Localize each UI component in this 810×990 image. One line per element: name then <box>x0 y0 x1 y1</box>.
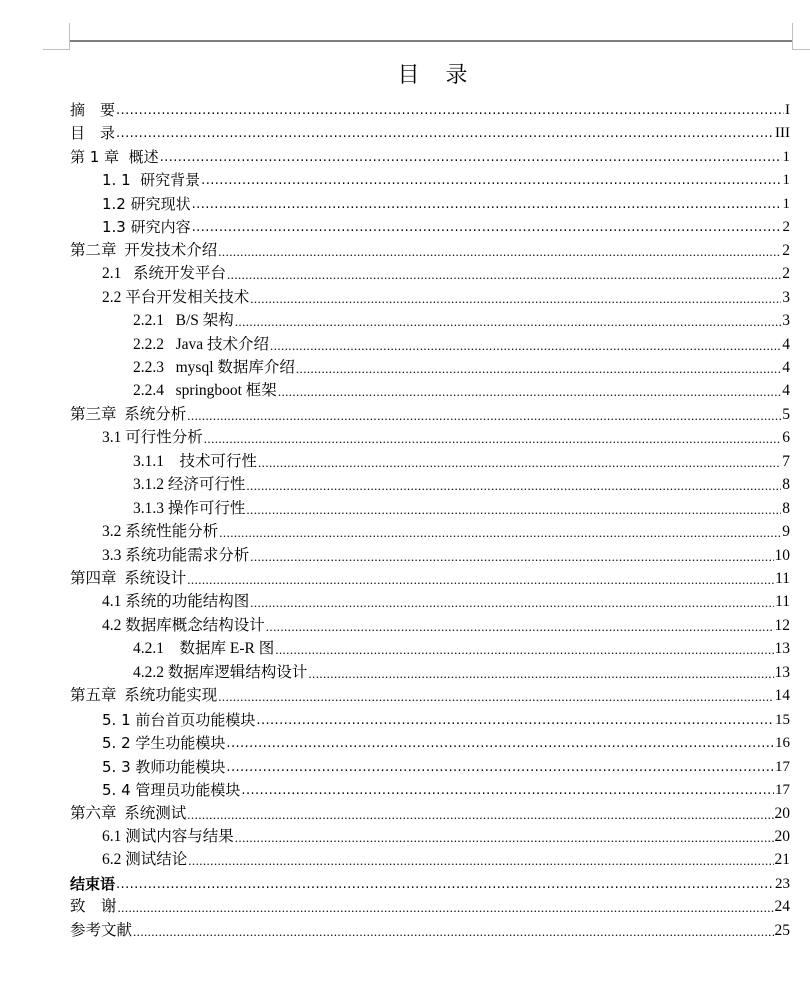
toc-entry[interactable] <box>133 331 790 355</box>
margin-corner-right-vertical <box>792 23 793 50</box>
toc-entry-label: 5. 1 前台首页功能模块 <box>102 710 256 729</box>
toc-entry-page-number: 11 <box>775 570 790 587</box>
toc-entry[interactable] <box>133 354 790 378</box>
toc-entry-page-number: 7 <box>782 452 790 470</box>
toc-entry[interactable] <box>133 495 790 519</box>
dot-leader <box>226 759 774 777</box>
toc-entry-page-number: 3 <box>782 312 790 330</box>
toc-entry-label: 3.1.1 技术可行性 <box>133 452 258 470</box>
dot-leader <box>187 407 781 425</box>
toc-entry-label: 6.2 测试结论 <box>102 851 188 869</box>
toc-entry-label: 第四章 系统设计 <box>70 570 187 587</box>
toc-entry-label: 摘 要 <box>70 101 116 119</box>
dot-leader <box>275 641 773 659</box>
header-rule <box>70 40 792 42</box>
dot-leader <box>116 102 784 120</box>
toc-entry-label: 3.1.2 经济可行性 <box>133 476 246 494</box>
toc-entry[interactable] <box>102 284 790 308</box>
toc-entry-page-number: 17 <box>775 782 790 799</box>
toc-entry[interactable] <box>102 753 790 777</box>
dot-leader <box>308 665 773 683</box>
toc-entry-label: 2.1 系统开发平台 <box>102 265 227 283</box>
toc-entry-label: 目 录 <box>70 124 116 143</box>
toc-entry-label: 3.1 可行性分析 <box>102 429 203 447</box>
toc-entry-label: 第二章 开发技术介绍 <box>70 241 218 259</box>
dot-leader <box>241 782 774 800</box>
dot-leader <box>201 172 781 190</box>
toc-entry[interactable] <box>70 401 790 425</box>
toc-entry[interactable] <box>133 635 790 659</box>
toc-entry-page-number: 4 <box>782 382 790 400</box>
dot-leader <box>246 501 781 519</box>
toc-entry-page-number: 20 <box>774 827 790 845</box>
toc-entry-page-number: 4 <box>782 335 790 353</box>
toc-entry[interactable] <box>133 377 790 401</box>
toc-entry-label: 4.1 系统的功能结构图 <box>102 593 250 611</box>
dot-leader <box>116 125 774 143</box>
dot-leader <box>219 524 781 542</box>
dot-leader <box>250 290 781 308</box>
toc-entry[interactable] <box>102 588 790 612</box>
toc-entry-label: 3.2 系统性能分析 <box>102 523 219 541</box>
page-title-char-1: 目 <box>397 63 420 88</box>
toc-entry-page-number: 16 <box>775 735 790 752</box>
toc-entry[interactable] <box>70 682 790 706</box>
toc-entry-label: 3.3 系统功能需求分析 <box>102 546 250 564</box>
toc-entry[interactable] <box>102 213 790 237</box>
toc-entry-page-number: 5 <box>782 405 790 423</box>
toc-entry[interactable] <box>70 917 790 941</box>
toc-entry-label: 第五章 系统功能实现 <box>70 687 218 705</box>
toc-entry[interactable] <box>102 846 790 870</box>
toc-entry-page-number: 2 <box>782 241 790 259</box>
toc-entry-page-number: 8 <box>782 499 790 517</box>
toc-entry[interactable] <box>70 870 790 894</box>
toc-entry-page-number: 4 <box>782 358 790 376</box>
dot-leader <box>188 852 773 870</box>
toc-entry-page-number: I <box>785 102 790 118</box>
toc-entry[interactable] <box>133 659 790 683</box>
toc-entry-page-number: 3 <box>782 288 790 306</box>
toc-entry[interactable] <box>70 96 790 120</box>
toc-entry-label: 5. 3 教师功能模块 <box>102 757 226 776</box>
toc-entry-page-number: 15 <box>775 711 790 728</box>
toc-entry-page-number: 13 <box>774 640 790 658</box>
toc-entry-page-number: 6 <box>782 429 790 447</box>
toc-entry-label: 2.2.3 mysql 数据库介绍 <box>133 358 295 376</box>
toc-entry-page-number: 2 <box>782 219 790 236</box>
margin-corner-left-vertical <box>69 23 70 50</box>
dot-leader <box>187 806 773 824</box>
toc-entry-label: 2.2.4 springboot 框架 <box>133 382 277 400</box>
toc-entry-label: 2.2 平台开发相关技术 <box>102 288 250 306</box>
toc-entry[interactable] <box>70 237 790 261</box>
toc-entry-label: 4.2.1 数据库 E-R 图 <box>133 640 275 658</box>
toc-entry[interactable] <box>102 729 790 753</box>
dot-leader <box>192 219 782 237</box>
toc-entry-page-number: 10 <box>774 546 790 564</box>
page-title-char-2: 录 <box>445 63 468 88</box>
toc-entry-label: 参考文献 <box>70 921 133 939</box>
toc-entry-label: 第 1 章 概述 <box>70 147 159 166</box>
toc-entry-page-number: 11 <box>775 593 790 611</box>
dot-leader <box>278 383 781 401</box>
toc-entry[interactable] <box>70 143 790 167</box>
toc-entry-label: 6.1 测试内容与结果 <box>102 827 234 845</box>
toc-entry-page-number: 17 <box>775 758 790 775</box>
dot-leader <box>218 688 773 706</box>
toc-entry-page-number: 14 <box>774 687 790 705</box>
toc-entry-page-number: 21 <box>774 851 790 869</box>
dot-leader <box>192 196 782 214</box>
toc-entry-label: 5. 2 学生功能模块 <box>102 734 226 753</box>
toc-entry[interactable] <box>102 424 790 448</box>
toc-entry-label: 2.2.2 Java 技术介绍 <box>133 335 270 353</box>
dot-leader <box>270 337 781 355</box>
toc-entry-page-number: 23 <box>775 875 790 892</box>
dot-leader <box>187 571 774 589</box>
toc-entry-label: 1. 1 研究背景 <box>102 171 201 190</box>
dot-leader <box>226 735 774 753</box>
toc-entry-label: 1.2 研究现状 <box>102 194 191 213</box>
toc-entry[interactable] <box>102 166 790 190</box>
toc-entry-label: 1.3 研究内容 <box>102 218 191 237</box>
toc-entry-page-number: 25 <box>774 921 790 939</box>
toc-entry[interactable] <box>102 823 790 847</box>
dot-leader <box>118 899 774 917</box>
toc-entry-page-number: 1 <box>782 148 790 165</box>
toc-entry[interactable] <box>133 471 790 495</box>
dot-leader <box>235 829 774 847</box>
margin-corner-left-horizontal <box>43 49 70 50</box>
toc-entry[interactable] <box>102 542 790 566</box>
toc-entry-page-number: 8 <box>782 476 790 494</box>
dot-leader <box>256 712 774 730</box>
dot-leader <box>296 360 781 378</box>
toc-entry-page-number: 9 <box>782 523 790 541</box>
toc-entry[interactable] <box>133 448 790 472</box>
toc-entry-page-number: 13 <box>774 663 790 681</box>
dot-leader <box>116 876 774 894</box>
toc-entry[interactable] <box>133 307 790 331</box>
dot-leader <box>246 477 781 495</box>
toc-entry-page-number: 2 <box>782 265 790 283</box>
dot-leader <box>218 243 781 261</box>
page-title <box>0 58 810 89</box>
margin-corner-right-horizontal <box>792 49 810 50</box>
toc-entry-page-number: 1 <box>782 172 790 189</box>
toc-entry-label: 2.2.1 B/S 架构 <box>133 312 234 330</box>
toc-entry-page-number: 24 <box>774 898 790 916</box>
toc-entry[interactable] <box>102 518 790 542</box>
dot-leader <box>250 594 774 612</box>
toc-entry[interactable] <box>70 800 790 824</box>
toc-entry-page-number: 12 <box>774 616 790 634</box>
toc-entry-label: 4.2 数据库概念结构设计 <box>102 616 265 634</box>
toc-entry[interactable] <box>70 893 790 917</box>
dot-leader <box>204 430 781 448</box>
dot-leader <box>250 548 773 566</box>
toc-entry-label: 第六章 系统测试 <box>70 804 187 822</box>
toc-entry-label: 5. 4 管理员功能模块 <box>102 781 241 800</box>
toc-entry[interactable] <box>102 706 790 730</box>
toc-entry[interactable] <box>102 190 790 214</box>
toc-entry[interactable] <box>70 119 790 143</box>
dot-leader <box>133 923 773 941</box>
toc-entry-label: 3.1.3 操作可行性 <box>133 499 246 517</box>
dot-leader <box>160 149 782 167</box>
toc-entry[interactable] <box>102 260 790 284</box>
toc-entry[interactable] <box>102 612 790 636</box>
dot-leader <box>266 618 774 636</box>
toc-entry-page-number: 20 <box>774 804 790 822</box>
toc-entry-page-number: III <box>775 125 790 142</box>
dot-leader <box>258 454 781 472</box>
toc-entry-label: 结束语 <box>70 874 116 893</box>
dot-leader <box>235 313 781 331</box>
toc-entry-label: 致 谢 <box>70 898 117 916</box>
dot-leader <box>227 266 781 284</box>
toc-entry[interactable] <box>102 776 790 800</box>
toc-entry-label: 第三章 系统分析 <box>70 405 187 423</box>
toc-entry[interactable] <box>70 565 790 589</box>
toc-entry-page-number: 1 <box>782 195 790 212</box>
toc-entry-label: 4.2.2 数据库逻辑结构设计 <box>133 663 308 681</box>
